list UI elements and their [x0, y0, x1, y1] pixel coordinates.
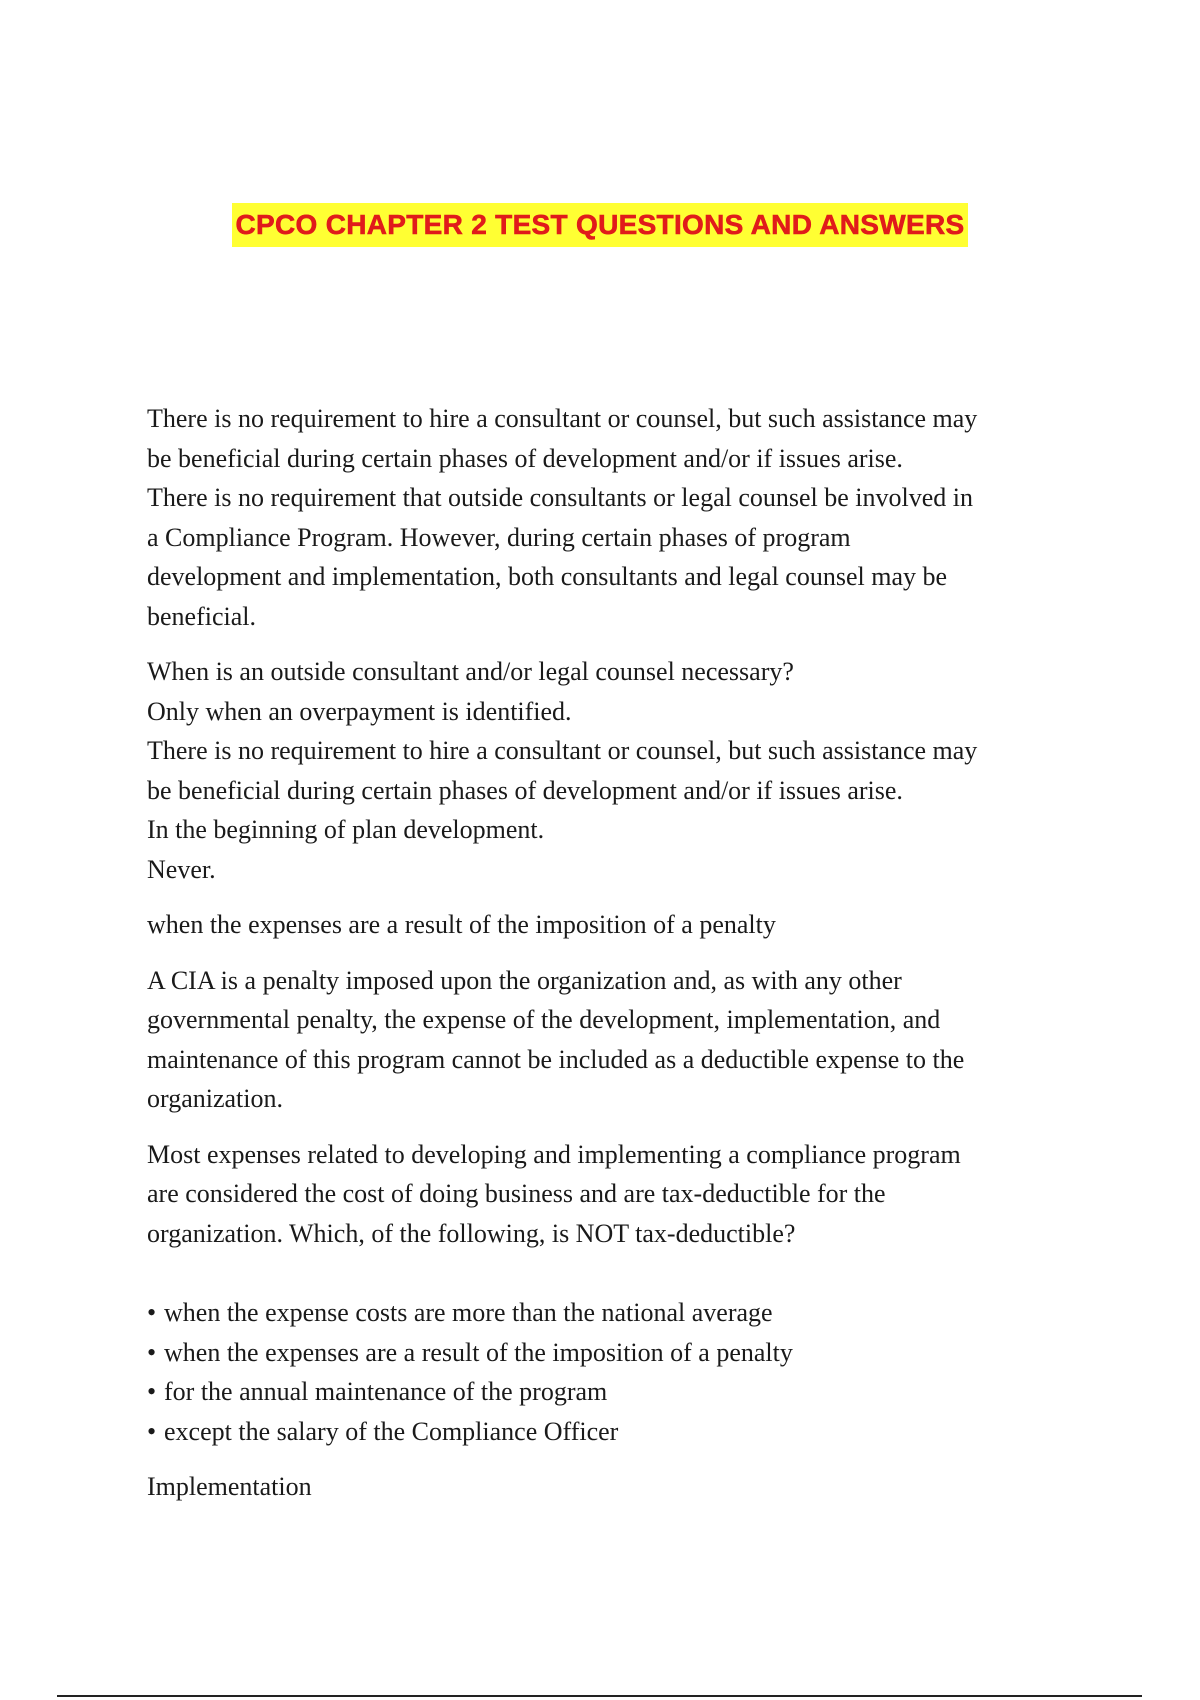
option-text: when the expense costs are more than the national average — [164, 1298, 773, 1327]
paragraph-answer-explanation — [147, 399, 1077, 636]
option-line: Only when an overpayment is identified. — [147, 696, 572, 726]
option-line: Never. — [147, 854, 216, 884]
text-line: There is no requirement that outside consultants or legal counsel be involved in — [147, 483, 974, 512]
bullet-marker: • — [147, 1298, 157, 1327]
option-line: In the beginning of plan development. — [147, 815, 545, 844]
text-line: maintenance of this program cannot be included as a deductible expense to the — [147, 1044, 965, 1074]
option-text: for the annual maintenance of the program — [164, 1377, 608, 1406]
question-line: organization. Which, of the following, is NOT tax-deductible? — [147, 1218, 796, 1248]
text-line: beneficial. — [147, 601, 256, 631]
list-item — [147, 1333, 1077, 1373]
list-item — [147, 1372, 1077, 1412]
option-text: when the expenses are a result of the imposition of a penalty — [164, 1337, 793, 1367]
list-item — [147, 1412, 1077, 1452]
text-line: a Compliance Program. However, during certain phases of program — [147, 522, 851, 552]
text-line: development and implementation, both consultants and legal counsel may be — [147, 562, 948, 591]
paragraph-trailing — [147, 1467, 1077, 1507]
document-body — [147, 399, 1077, 1523]
question-line: When is an outside consultant and/or legal counsel necessary? — [147, 657, 794, 686]
document-title: CPCO CHAPTER 2 TEST QUESTIONS AND ANSWERS — [232, 203, 969, 247]
footer-divider — [57, 1695, 1142, 1697]
bullet-marker: • — [147, 1416, 157, 1446]
answer-line: when the expenses are a result of the imposition of a penalty — [147, 910, 776, 939]
text-line: Implementation — [147, 1472, 312, 1501]
text-line: be beneficial during certain phases of development and/or if issues arise. — [147, 443, 903, 473]
question-line: Most expenses related to developing and implementing a compliance program — [147, 1139, 961, 1169]
option-line: be beneficial during certain phases of development and/or if issues arise. — [147, 775, 903, 805]
paragraph-answer — [147, 905, 1077, 945]
bullet-marker: • — [147, 1377, 157, 1406]
list-item — [147, 1293, 1077, 1333]
option-line: There is no requirement to hire a consultant or counsel, but such assistance may — [147, 736, 978, 765]
text-line: A CIA is a penalty imposed upon the organization and, as with any other — [147, 965, 902, 995]
option-text: except the salary of the Compliance Officer — [164, 1416, 619, 1446]
paragraph-explanation — [147, 961, 1077, 1119]
title-wrap — [0, 203, 1200, 247]
paragraph-question — [147, 1135, 1077, 1254]
text-line: governmental penalty, the expense of the development, implementation, and — [147, 1005, 941, 1034]
text-line: There is no requirement to hire a consultant or counsel, but such assistance may — [147, 404, 978, 433]
option-list — [147, 1293, 1077, 1451]
paragraph-question-options — [147, 652, 1077, 889]
text-line: organization. — [147, 1084, 283, 1113]
question-line: are considered the cost of doing business and are tax-deductible for the — [147, 1179, 886, 1208]
bullet-marker: • — [147, 1337, 157, 1367]
